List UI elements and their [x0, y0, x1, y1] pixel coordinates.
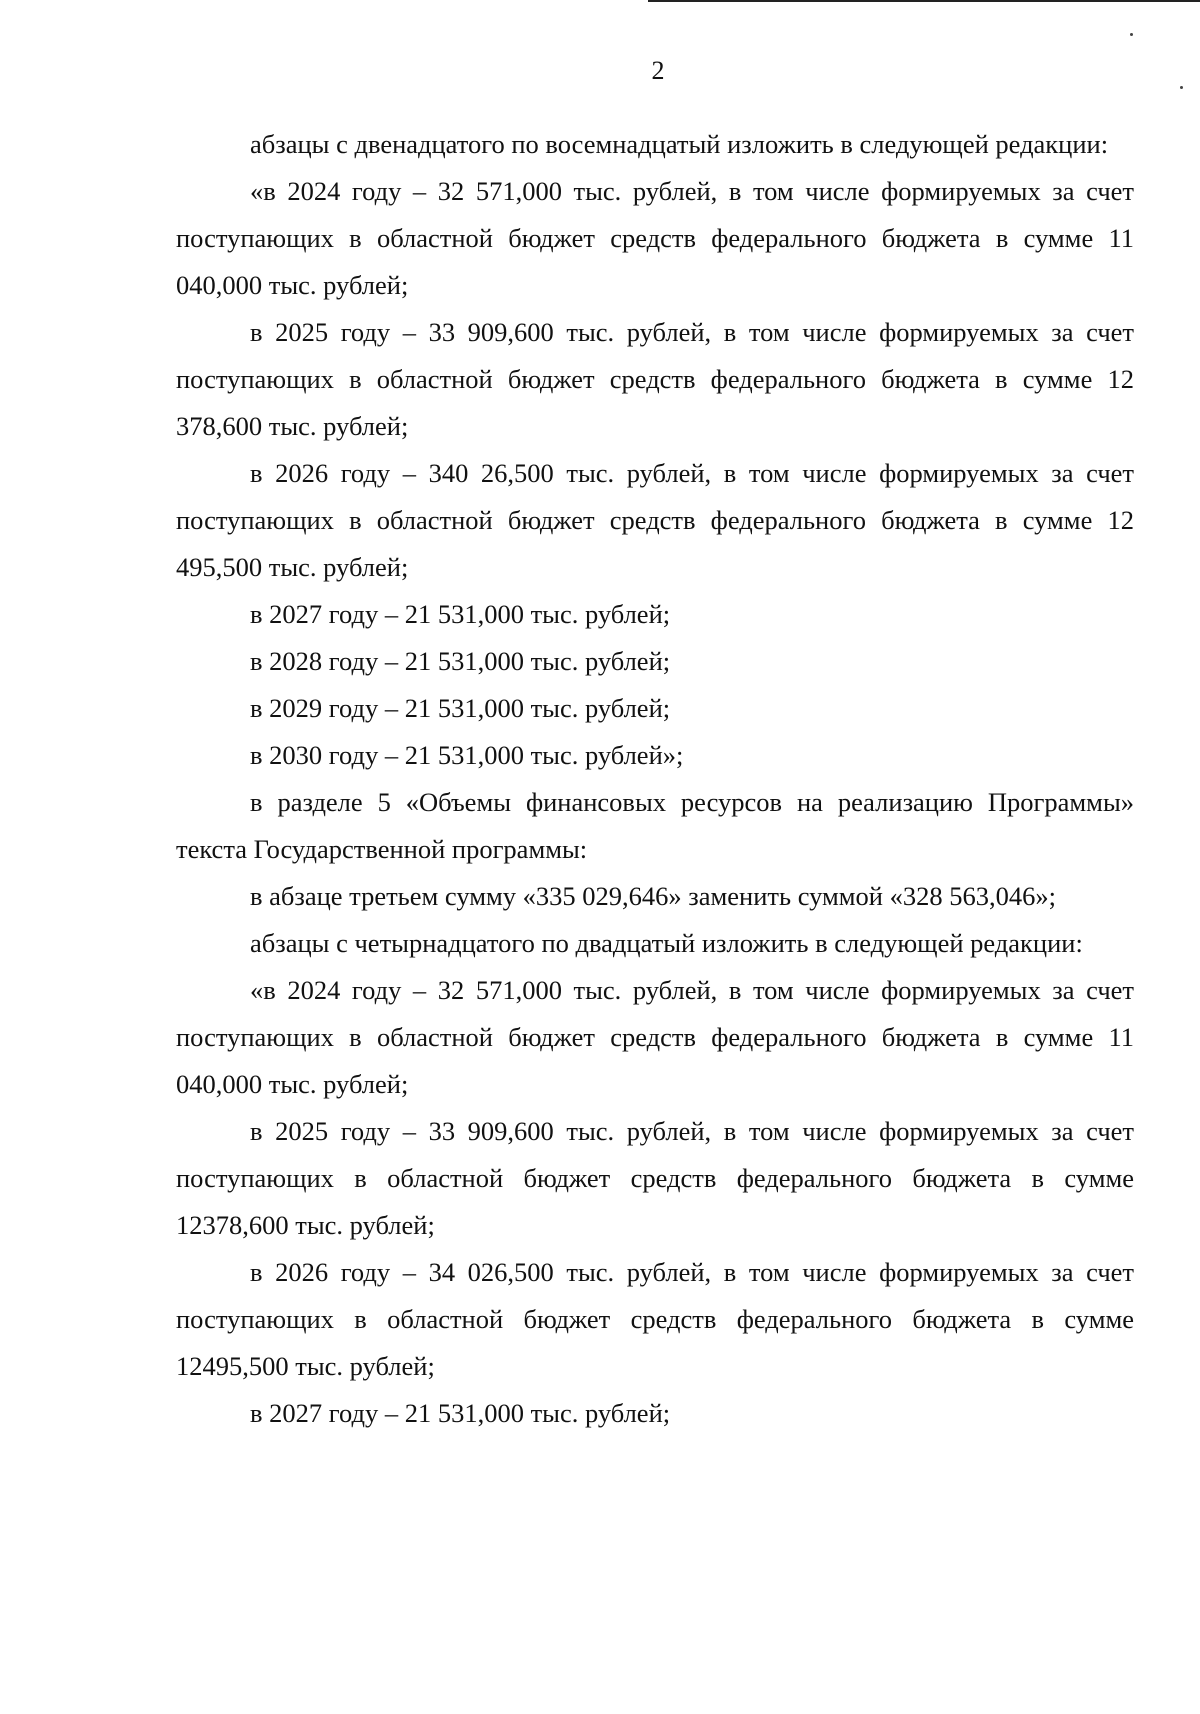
paragraph: «в 2024 году – 32 571,000 тыс. рублей, в том числе формируемых за счет поступающих в областной бюджет средств федерального бюджета в сумме 11 040,000 тыс. рублей; — [176, 176, 1134, 300]
document-body — [176, 121, 1134, 1437]
paragraph: в 2027 году – 21 531,000 тыс. рублей; — [250, 599, 671, 629]
paragraph: в разделе 5 «Объемы финансовых ресурсов на реализацию Программы» текста Государственной программы: — [176, 787, 1134, 864]
top-edge-rule — [648, 0, 1200, 2]
paragraph: в 2026 году – 340 26,500 тыс. рублей, в том числе формируемых за счет поступающих в областной бюджет средств федерального бюджета в сумме 12 495,500 тыс. рублей; — [176, 458, 1134, 582]
paragraph: в 2026 году – 34 026,500 тыс. рублей, в том числе формируемых за счет поступающих в областной бюджет средств федерального бюджета в сумме 12495,500 тыс. рублей; — [176, 1257, 1134, 1381]
paragraph: в 2025 году – 33 909,600 тыс. рублей, в том числе формируемых за счет поступающих в областной бюджет средств федерального бюджета в сумме 12378,600 тыс. рублей; — [176, 1116, 1134, 1240]
paragraph: в абзаце третьем сумму «335 029,646» заменить суммой «328 563,046»; — [250, 881, 1056, 911]
paragraph: в 2030 году – 21 531,000 тыс. рублей»; — [250, 740, 684, 770]
paragraph: в 2028 году – 21 531,000 тыс. рублей; — [250, 646, 671, 676]
paragraph: в 2029 году – 21 531,000 тыс. рублей; — [250, 693, 671, 723]
paragraph: абзацы с четырнадцатого по двадцатый изложить в следующей редакции: — [250, 928, 1083, 958]
paragraph: «в 2024 году – 32 571,000 тыс. рублей, в том числе формируемых за счет поступающих в областной бюджет средств федерального бюджета в сумме 11 040,000 тыс. рублей; — [176, 975, 1134, 1099]
paragraph: абзацы с двенадцатого по восемнадцатый изложить в следующей редакции: — [250, 129, 1109, 159]
paragraph: в 2025 году – 33 909,600 тыс. рублей, в том числе формируемых за счет поступающих в областной бюджет средств федерального бюджета в сумме 12 378,600 тыс. рублей; — [176, 317, 1134, 441]
scan-speck — [1130, 33, 1133, 36]
scan-speck — [1180, 86, 1183, 89]
paragraph: в 2027 году – 21 531,000 тыс. рублей; — [250, 1398, 671, 1428]
page-number: 2 — [651, 56, 665, 85]
